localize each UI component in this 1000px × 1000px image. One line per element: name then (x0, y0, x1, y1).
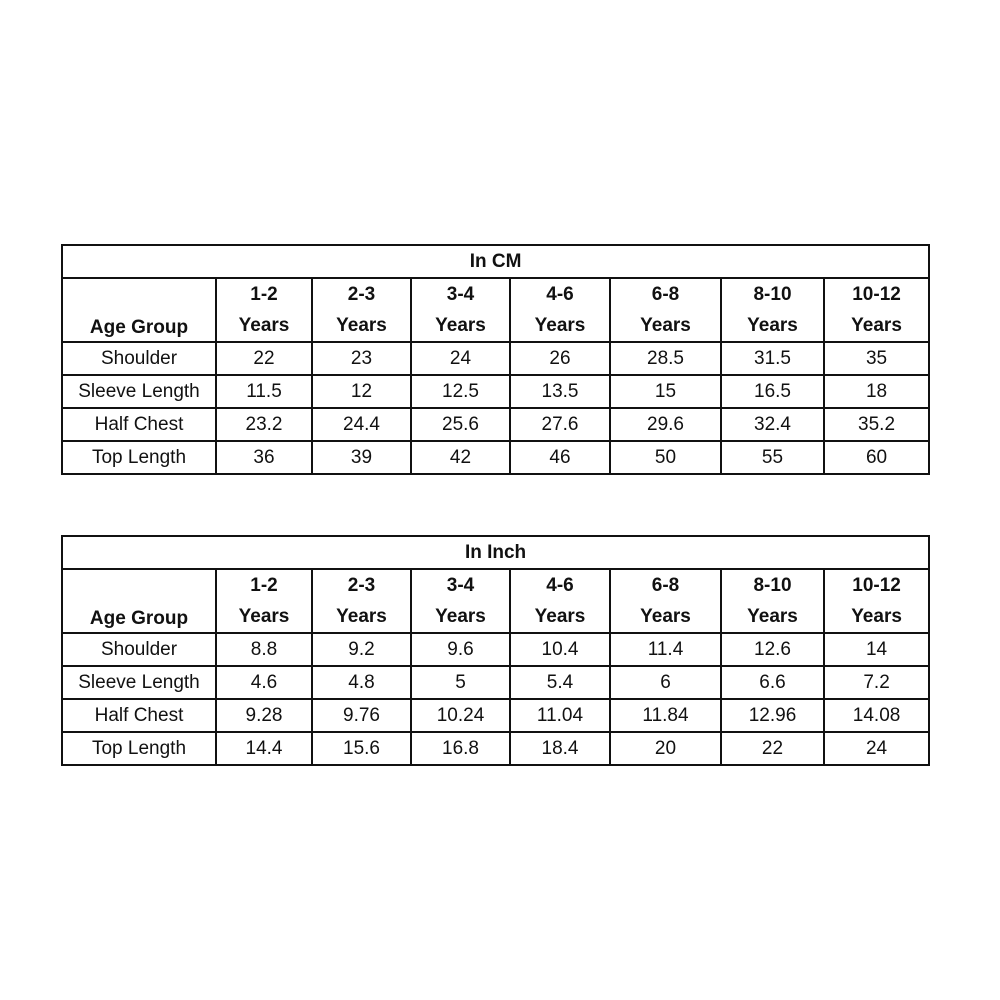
table-cell: 4.6 (216, 666, 312, 699)
table-cell: 15 (610, 375, 721, 408)
table-cell: 12 (312, 375, 411, 408)
table-cell: 5 (411, 666, 510, 699)
table-cell: 9.2 (312, 633, 411, 666)
column-header-range: 3-4 (446, 284, 475, 305)
column-header (824, 278, 929, 342)
table-cell: 7.2 (824, 666, 929, 699)
column-header-range: 6-8 (651, 575, 680, 596)
row-label: Shoulder (62, 633, 216, 666)
table-cell: 42 (411, 441, 510, 474)
column-header (721, 278, 824, 342)
column-header-unit: Years (336, 606, 387, 627)
column-header-range: 2-3 (347, 575, 376, 596)
table-cell: 32.4 (721, 408, 824, 441)
column-header (411, 278, 510, 342)
table-cell: 28.5 (610, 342, 721, 375)
table-cell: 55 (721, 441, 824, 474)
table-cell: 11.4 (610, 633, 721, 666)
column-header-range: 1-2 (250, 575, 278, 596)
table-row (62, 732, 929, 765)
column-header-unit: Years (435, 315, 486, 336)
size-table-inch (61, 535, 930, 766)
table-cell: 11.84 (610, 699, 721, 732)
column-header-unit: Years (747, 606, 798, 627)
column-header-unit: Years (851, 315, 902, 336)
column-header-unit: Years (851, 606, 902, 627)
column-header-range: 8-10 (753, 284, 792, 305)
column-header (610, 278, 721, 342)
table-cell: 29.6 (610, 408, 721, 441)
table-cell: 16.8 (411, 732, 510, 765)
row-label: Shoulder (62, 342, 216, 375)
table-cell: 23.2 (216, 408, 312, 441)
table-row (62, 408, 929, 441)
row-label: Top Length (62, 441, 216, 474)
table-cell: 35.2 (824, 408, 929, 441)
table-cell: 9.6 (411, 633, 510, 666)
row-label: Sleeve Length (62, 666, 216, 699)
column-header (610, 569, 721, 633)
table-cell: 50 (610, 441, 721, 474)
column-header (721, 569, 824, 633)
table-cell: 46 (510, 441, 610, 474)
table-row (62, 342, 929, 375)
table-cell: 39 (312, 441, 411, 474)
column-header (824, 569, 929, 633)
column-header (411, 569, 510, 633)
column-header-unit: Years (336, 315, 387, 336)
column-header (510, 278, 610, 342)
table-cell: 13.5 (510, 375, 610, 408)
table-cell: 25.6 (411, 408, 510, 441)
column-header-range: 3-4 (446, 575, 475, 596)
table-cell: 27.6 (510, 408, 610, 441)
table-title-row (62, 536, 929, 569)
table-cell: 11.04 (510, 699, 610, 732)
table-row (62, 441, 929, 474)
column-header-range: 1-2 (250, 284, 278, 305)
column-header (216, 569, 312, 633)
row-label: Half Chest (62, 699, 216, 732)
table-title-row (62, 245, 929, 278)
table-cell: 22 (721, 732, 824, 765)
table-row (62, 699, 929, 732)
column-header-range: 10-12 (852, 575, 901, 596)
table-cell: 6.6 (721, 666, 824, 699)
table-cell: 60 (824, 441, 929, 474)
table-cell: 14.08 (824, 699, 929, 732)
column-header (312, 278, 411, 342)
column-header-unit: Years (534, 606, 586, 627)
column-header-unit: Years (435, 606, 486, 627)
table-cell: 12.6 (721, 633, 824, 666)
column-header-unit: Years (640, 606, 691, 627)
table-cell: 20 (610, 732, 721, 765)
table-cell: 14.4 (216, 732, 312, 765)
column-header (312, 569, 411, 633)
table-header-row (62, 278, 929, 342)
column-header-range: 8-10 (753, 575, 792, 596)
table-cell: 26 (510, 342, 610, 375)
column-header-unit: Years (238, 606, 290, 627)
table-cell: 9.76 (312, 699, 411, 732)
row-label: Half Chest (62, 408, 216, 441)
table-title: In CM (62, 245, 929, 278)
age-group-header: Age Group (62, 569, 216, 633)
table-cell: 18.4 (510, 732, 610, 765)
table-cell: 9.28 (216, 699, 312, 732)
table-cell: 11.5 (216, 375, 312, 408)
column-header-range: 4-6 (546, 575, 574, 596)
table-cell: 18 (824, 375, 929, 408)
table-row (62, 375, 929, 408)
table-cell: 10.4 (510, 633, 610, 666)
table-cell: 4.8 (312, 666, 411, 699)
column-header-unit: Years (238, 315, 290, 336)
table-cell: 5.4 (510, 666, 610, 699)
table-cell: 12.96 (721, 699, 824, 732)
column-header (216, 278, 312, 342)
table-row (62, 633, 929, 666)
table-cell: 31.5 (721, 342, 824, 375)
table-cell: 6 (610, 666, 721, 699)
table-cell: 23 (312, 342, 411, 375)
table-cell: 10.24 (411, 699, 510, 732)
column-header-unit: Years (640, 315, 691, 336)
size-table-cm (61, 244, 930, 475)
column-header-range: 10-12 (852, 284, 901, 305)
table-header-row (62, 569, 929, 633)
table-cell: 24 (411, 342, 510, 375)
column-header (510, 569, 610, 633)
table-cell: 14 (824, 633, 929, 666)
table-cell: 15.6 (312, 732, 411, 765)
table-cell: 12.5 (411, 375, 510, 408)
table-cell: 35 (824, 342, 929, 375)
column-header-range: 6-8 (651, 284, 680, 305)
column-header-unit: Years (747, 315, 798, 336)
row-label: Top Length (62, 732, 216, 765)
age-group-header: Age Group (62, 278, 216, 342)
row-label: Sleeve Length (62, 375, 216, 408)
column-header-range: 4-6 (546, 284, 574, 305)
table-cell: 8.8 (216, 633, 312, 666)
column-header-unit: Years (534, 315, 586, 336)
table-cell: 24.4 (312, 408, 411, 441)
table-cell: 16.5 (721, 375, 824, 408)
table-cell: 36 (216, 441, 312, 474)
table-cell: 24 (824, 732, 929, 765)
table-title: In Inch (62, 536, 929, 569)
table-cell: 22 (216, 342, 312, 375)
table-row (62, 666, 929, 699)
column-header-range: 2-3 (347, 284, 376, 305)
